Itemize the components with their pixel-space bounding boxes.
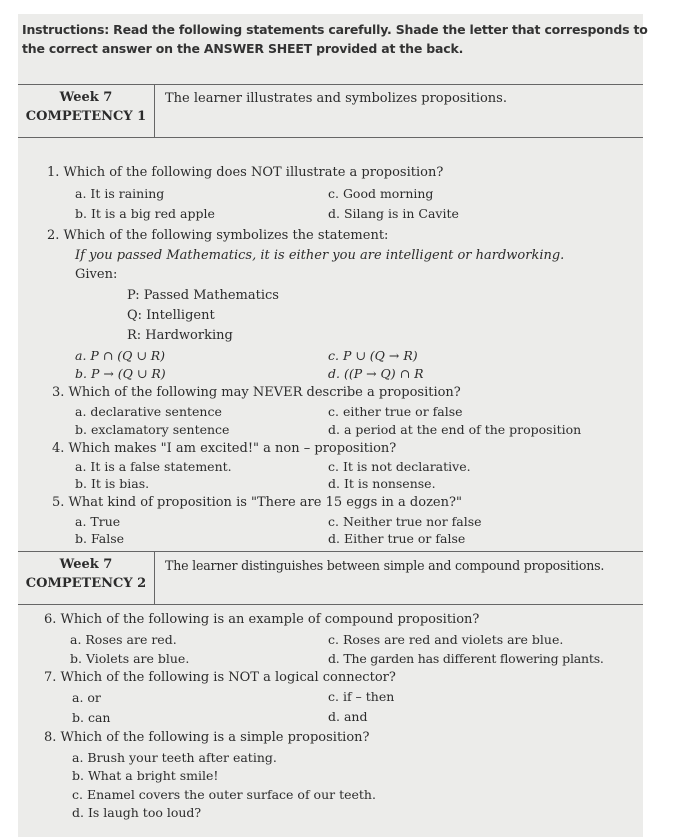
q5-option-a: a. True — [75, 514, 121, 529]
q2-given-p: P: Passed Mathematics — [127, 288, 279, 303]
q7-option-d: d. and — [328, 709, 368, 724]
q7-option-c: c. if – then — [328, 689, 395, 704]
question-7: 7. Which of the following is NOT a logical connector? — [44, 670, 396, 685]
q2-statement: If you passed Mathematics, it is either you are intelligent or hardworking. — [75, 248, 565, 263]
q1-option-b: b. It is a big red apple — [75, 206, 215, 221]
question-8: 8. Which of the following is a simple proposition? — [44, 730, 370, 745]
q6-option-a: a. Roses are red. — [70, 632, 177, 647]
competency-2-header — [18, 552, 155, 604]
competency-1-week: Week 7 — [59, 90, 113, 105]
q3-option-c: c. either true or false — [328, 404, 463, 419]
question-2: 2. Which of the following symbolizes the statement: — [47, 228, 389, 243]
q4-option-a: a. It is a false statement. — [75, 459, 232, 474]
q5-option-d: d. Either true or false — [328, 531, 466, 546]
question-6: 6. Which of the following is an example of compound proposition? — [44, 612, 480, 627]
competency-1-label: COMPETENCY 1 — [25, 109, 147, 124]
q2-given-r: R: Hardworking — [127, 328, 233, 343]
q8-option-d: d. Is laugh too loud? — [72, 805, 202, 820]
q7-option-b: b. can — [72, 710, 111, 725]
q1-option-a: a. It is raining — [75, 186, 165, 201]
competency-2-table — [18, 551, 643, 605]
competency-2-label: COMPETENCY 2 — [25, 576, 147, 591]
q4-option-c: c. It is not declarative. — [328, 459, 471, 474]
q8-option-c: c. Enamel covers the outer surface of our teeth. — [72, 787, 376, 802]
q2-given: Given: — [75, 267, 118, 282]
q4-option-d: d. It is nonsense. — [328, 476, 436, 491]
q1-option-c: c. Good morning — [328, 186, 434, 201]
q2-option-b: b. P → (Q ∪ R) — [75, 366, 166, 381]
competency-2-week: Week 7 — [59, 557, 113, 572]
q6-option-c: c. Roses are red and violets are blue. — [328, 632, 564, 647]
q3-option-a: a. declarative sentence — [75, 404, 222, 419]
q2-option-d: d. ((P → Q) ∩ R — [328, 366, 424, 381]
competency-1-description: The learner illustrates and symbolizes propositions. — [165, 91, 507, 106]
q3-option-b: b. exclamatory sentence — [75, 422, 230, 437]
q3-option-d: d. a period at the end of the proposition — [328, 422, 582, 437]
question-1: 1. Which of the following does NOT illustrate a proposition? — [47, 165, 444, 180]
q6-option-d: d. The garden has different flowering plants. — [328, 651, 604, 666]
q2-option-a: a. P ∩ (Q ∪ R) — [75, 348, 166, 363]
q5-option-b: b. False — [75, 531, 125, 546]
question-3: 3. Which of the following may NEVER describe a proposition? — [52, 385, 461, 400]
question-4: 4. Which makes "I am excited!" a non – proposition? — [52, 441, 397, 456]
competency-2-description: The learner distinguishes between simple and compound propositions. — [165, 558, 605, 573]
q7-option-a: a. or — [72, 690, 101, 705]
q1-option-d: d. Silang is in Cavite — [328, 206, 459, 221]
competency-1-table — [18, 84, 643, 138]
q2-option-c: c. P ∪ (Q → R) — [328, 348, 418, 363]
q5-option-c: c. Neither true nor false — [328, 514, 482, 529]
q8-option-b: b. What a bright smile! — [72, 768, 219, 783]
question-5: 5. What kind of proposition is "There are 15 eggs in a dozen?" — [52, 495, 462, 510]
q4-option-b: b. It is bias. — [75, 476, 150, 491]
q6-option-b: b. Violets are blue. — [70, 651, 190, 666]
q2-given-q: Q: Intelligent — [127, 308, 215, 323]
instructions: Instructions: Read the following statements carefully. Shade the letter that corresponds to the correct answer on the ANSWER SHEET provided at the back. — [22, 22, 648, 56]
q8-option-a: a. Brush your teeth after eating. — [72, 750, 277, 765]
competency-1-header — [18, 85, 155, 137]
